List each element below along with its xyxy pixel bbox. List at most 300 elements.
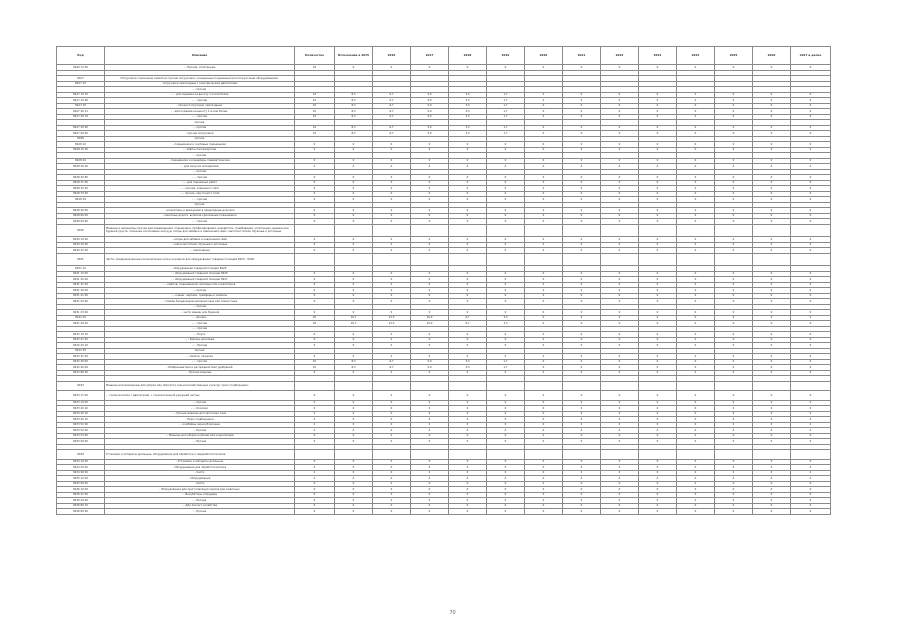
rate-cell: 0 [295, 197, 335, 203]
rate-cell: 5,0 [411, 98, 449, 104]
rate-cell: 1,7 [487, 131, 525, 137]
code-cell: 8427 20 90 [57, 125, 105, 131]
rate-cell: 0 [487, 406, 525, 412]
rate-cell: 0 [639, 248, 677, 254]
rate-cell: 0 [411, 492, 449, 498]
rate-cell: 0 [411, 332, 449, 338]
rate-cell: 0 [449, 337, 487, 343]
description-cell: - - - прочие [105, 98, 295, 104]
rate-cell: 0 [411, 428, 449, 434]
rate-cell: 0 [753, 299, 791, 305]
rate-cell: 0 [411, 65, 449, 71]
rate-cell: 0 [715, 459, 753, 465]
column-header: 2027 и далее [791, 47, 831, 65]
rate-cell: 1,7 [487, 359, 525, 365]
rate-cell: 0 [677, 391, 715, 401]
rate-cell [411, 224, 449, 237]
rate-cell: 0 [487, 354, 525, 360]
rate-cell: 0 [715, 321, 753, 327]
rate-cell [791, 253, 831, 266]
rate-cell: 0 [411, 147, 449, 153]
rate-cell: 0 [525, 406, 563, 412]
rate-cell [753, 381, 791, 391]
rate-cell: 1,7 [487, 114, 525, 120]
rate-cell: 0 [335, 180, 373, 186]
rate-cell: 0 [753, 65, 791, 71]
code-cell: 8428 [57, 136, 105, 142]
rate-cell [791, 381, 831, 391]
rate-cell: 0 [753, 481, 791, 487]
rate-cell: 0 [335, 288, 373, 294]
rate-cell: 0 [373, 503, 411, 509]
code-cell: 8433 53 00 [57, 433, 105, 439]
rate-cell: 0 [753, 359, 791, 365]
rate-cell: 0 [487, 213, 525, 219]
rate-cell: 0 [753, 343, 791, 349]
rate-cell: 0 [753, 487, 791, 493]
rate-cell: 0 [487, 417, 525, 423]
rate-cell: 0 [677, 147, 715, 153]
rate-cell: 0 [601, 509, 639, 515]
rate-cell: 0 [791, 406, 831, 412]
rate-cell: 0 [373, 164, 411, 170]
rate-cell: 0 [295, 219, 335, 225]
table-row [57, 224, 831, 237]
rate-cell: 0 [601, 492, 639, 498]
rate-cell: 0 [601, 439, 639, 445]
rate-cell: 0 [373, 186, 411, 192]
rate-cell: 0 [373, 282, 411, 288]
rate-cell: 0 [677, 465, 715, 471]
rate-cell: 6,7 [373, 359, 411, 365]
rate-cell: 0 [487, 271, 525, 277]
rate-cell: 0 [411, 498, 449, 504]
rate-cell: 0 [373, 213, 411, 219]
rate-cell: 0 [373, 271, 411, 277]
rate-cell: 0 [677, 213, 715, 219]
rate-cell: 8,3 [335, 109, 373, 115]
rate-cell: 0 [601, 459, 639, 465]
rate-cell: 0 [753, 180, 791, 186]
rate-cell: 0 [639, 498, 677, 504]
rate-cell: 0 [677, 219, 715, 225]
code-cell: 8436 80 10 [57, 503, 105, 509]
rate-cell: 0 [525, 417, 563, 423]
rate-cell: 0 [373, 191, 411, 197]
rate-cell: 0 [335, 428, 373, 434]
rate-cell: 0 [411, 288, 449, 294]
rate-cell: 0 [715, 332, 753, 338]
rate-cell: 0 [639, 293, 677, 299]
rate-cell: 0 [563, 277, 601, 283]
rate-cell: 0 [601, 370, 639, 376]
code-cell: 8428 20 20 [57, 164, 105, 170]
rate-cell: 0 [335, 509, 373, 515]
rate-cell: 0 [335, 191, 373, 197]
description-cell: - - Прочие [105, 428, 295, 434]
rate-cell: 0 [487, 481, 525, 487]
rate-cell: 0 [639, 337, 677, 343]
code-cell: 8433 51 00 [57, 422, 105, 428]
code-cell: 8431 43 00 [57, 310, 105, 316]
rate-cell: 0 [753, 147, 791, 153]
rate-cell: 0 [753, 191, 791, 197]
rate-cell: 0 [449, 465, 487, 471]
description-cell: - - прочие [105, 288, 295, 294]
rate-cell [525, 224, 563, 237]
rate-cell: 0 [411, 186, 449, 192]
rate-cell: 0 [639, 164, 677, 170]
rate-cell: 0 [601, 310, 639, 316]
column-header: 2022 [601, 47, 639, 65]
rate-cell: 8,3 [335, 365, 373, 371]
rate-cell: 0 [791, 503, 831, 509]
code-cell: 8428 90 90 [57, 219, 105, 225]
rate-cell: 0 [563, 433, 601, 439]
rate-cell: 0 [753, 391, 791, 401]
rate-cell: 0 [563, 411, 601, 417]
rate-cell: 0 [715, 498, 753, 504]
rate-cell: 0 [639, 114, 677, 120]
rate-cell: 0 [525, 509, 563, 515]
column-header: 2026 [753, 47, 791, 65]
rate-cell: 0 [563, 354, 601, 360]
description-cell: - - - прочие, ковшового типа [105, 186, 295, 192]
code-cell: 8432 30 [57, 348, 105, 354]
rate-cell: 0 [335, 337, 373, 343]
rate-cell: 0 [295, 354, 335, 360]
rate-cell: 0 [335, 422, 373, 428]
rate-cell: 0 [601, 131, 639, 137]
code-cell: 8427 10 10 [57, 92, 105, 98]
rate-cell: 0 [715, 213, 753, 219]
rate-cell: 0 [411, 343, 449, 349]
rate-cell: 0 [563, 343, 601, 349]
rate-cell: 0 [335, 164, 373, 170]
rate-cell: 0 [563, 158, 601, 164]
rate-cell: 0 [373, 337, 411, 343]
rate-cell: 0 [563, 465, 601, 471]
rate-cell: 0 [563, 271, 601, 277]
rate-cell: 0 [753, 365, 791, 371]
description-cell: - - для подъема на высоту 1 м или более: [105, 109, 295, 115]
rate-cell: 0 [487, 428, 525, 434]
rate-cell: 0 [563, 481, 601, 487]
rate-cell: 0 [563, 391, 601, 401]
rate-cell: 0 [791, 359, 831, 365]
rate-cell: 0 [449, 459, 487, 465]
rate-cell: 0 [639, 186, 677, 192]
rate-cell: 0 [677, 310, 715, 316]
rate-cell: 0 [487, 465, 525, 471]
rate-cell: 0 [753, 131, 791, 137]
rate-cell: 0 [373, 299, 411, 305]
rate-cell: 0 [449, 343, 487, 349]
rate-cell: 0 [525, 114, 563, 120]
rate-cell [487, 450, 525, 460]
rate-cell: 0 [487, 370, 525, 376]
rate-cell: 0 [373, 487, 411, 493]
rate-cell: 0 [487, 299, 525, 305]
code-cell: 8427 10 [57, 81, 105, 87]
rate-cell: 0 [525, 242, 563, 248]
rate-cell: 0 [411, 476, 449, 482]
rate-cell: 5,0 [411, 365, 449, 371]
rate-cell: 0 [639, 332, 677, 338]
rate-cell: 3,3 [449, 125, 487, 131]
column-header: 2020 [525, 47, 563, 65]
description-cell: - - Машины для уборки клубней или корнеплодов [105, 433, 295, 439]
rate-cell: 0 [373, 470, 411, 476]
rate-cell: 0 [715, 439, 753, 445]
rate-cell: 0 [449, 208, 487, 214]
rate-cell: 10 [295, 131, 335, 137]
rate-cell: 0 [411, 248, 449, 254]
description-cell: - Части [105, 470, 295, 476]
rate-cell: 0 [639, 208, 677, 214]
rate-cell: 0 [487, 219, 525, 225]
rate-cell: 0 [715, 92, 753, 98]
rate-cell: 0 [295, 476, 335, 482]
rate-cell: 0 [373, 65, 411, 71]
rate-cell: 0 [677, 277, 715, 283]
rate-cell: 0 [715, 417, 753, 423]
rate-cell: 0 [373, 400, 411, 406]
description-cell: Машины или механизмы для уборки или обмолота сельскохозяйственных культур; пресс-подборщики: [105, 381, 295, 391]
rate-cell: 0 [487, 492, 525, 498]
rate-cell: 10 [295, 92, 335, 98]
rate-cell: 0 [525, 498, 563, 504]
rate-cell: 0 [601, 315, 639, 321]
rate-cell: 0 [601, 354, 639, 360]
rate-cell: 0 [449, 332, 487, 338]
rate-cell: 0 [677, 503, 715, 509]
rate-cell: 3,3 [449, 92, 487, 98]
description-cell: - - лифты пассажирские [105, 147, 295, 153]
rate-cell: 0 [639, 98, 677, 104]
rate-cell: 0 [677, 299, 715, 305]
description-cell: - - - прочие [105, 326, 295, 332]
rate-cell: 0 [335, 498, 373, 504]
rate-cell: 0 [677, 197, 715, 203]
rate-cell: 0 [335, 248, 373, 254]
rate-cell: 0 [753, 315, 791, 321]
rate-cell: 0 [677, 109, 715, 115]
rate-cell [753, 224, 791, 237]
rate-cell: 0 [791, 158, 831, 164]
rate-cell: 0 [411, 271, 449, 277]
rate-cell [411, 381, 449, 391]
code-cell: 8434 90 00 [57, 470, 105, 476]
rate-cell: 0 [373, 433, 411, 439]
rate-cell: 0 [373, 332, 411, 338]
rate-cell: 0 [601, 197, 639, 203]
code-cell: 8427 10 90 [57, 98, 105, 104]
rate-cell: 0 [373, 293, 411, 299]
rate-cell: 0 [791, 400, 831, 406]
rate-cell: 0 [677, 92, 715, 98]
rate-cell: 0 [639, 271, 677, 277]
rate-cell: 0 [487, 337, 525, 343]
rate-cell: 0 [753, 208, 791, 214]
code-cell: 8432 31 00 [57, 354, 105, 360]
description-cell: - - прочие [105, 400, 295, 406]
rate-cell: 0 [373, 277, 411, 283]
description-cell: - Части [105, 481, 295, 487]
rate-cell: 0 [295, 332, 335, 338]
rate-cell: 0 [715, 180, 753, 186]
rate-cell: 0 [715, 365, 753, 371]
rate-cell: 0 [563, 92, 601, 98]
description-cell: - - - Прочие [105, 343, 295, 349]
code-cell: 8428 20 80 [57, 175, 105, 181]
rate-cell: 0 [295, 459, 335, 465]
rate-cell: 0 [639, 288, 677, 294]
rate-cell: 0 [791, 422, 831, 428]
rate-cell: 0 [335, 481, 373, 487]
rate-cell: 8,3 [335, 125, 373, 131]
rate-cell: 0 [525, 109, 563, 115]
rate-cell: 0 [525, 293, 563, 299]
rate-cell: 0 [525, 476, 563, 482]
rate-cell: 0 [411, 400, 449, 406]
code-cell: 8431 [57, 253, 105, 266]
rate-cell: 0 [791, 459, 831, 465]
rate-cell: 0 [487, 503, 525, 509]
rate-cell: 0 [525, 321, 563, 327]
rate-cell: 0 [677, 406, 715, 412]
rate-cell: 0 [791, 481, 831, 487]
rate-cell: 3,3 [449, 109, 487, 115]
rate-cell [295, 381, 335, 391]
rate-cell: 0 [791, 476, 831, 482]
rate-cell: 8,3 [335, 103, 373, 109]
rate-cell: 0 [411, 277, 449, 283]
rate-cell: 0 [639, 147, 677, 153]
rate-cell: 0 [753, 282, 791, 288]
rate-cell: 0 [295, 208, 335, 214]
rate-cell: 0 [449, 242, 487, 248]
rate-cell: 0 [411, 191, 449, 197]
rate-cell: 6,7 [449, 315, 487, 321]
rate-cell: 0 [753, 310, 791, 316]
rate-cell: 0 [525, 310, 563, 316]
code-cell: 8431 20 00 [57, 277, 105, 283]
rate-cell: 0 [525, 158, 563, 164]
rate-cell: 0 [335, 219, 373, 225]
rate-cell: 0 [753, 400, 791, 406]
rate-cell: 0 [525, 186, 563, 192]
rate-cell: 0 [335, 439, 373, 445]
table-row [57, 391, 831, 401]
description-cell: - - оборудования товарной позиции 8425 [105, 271, 295, 277]
description-cell: - - Прочие, сплетенные [105, 65, 295, 71]
rate-cell: 0 [525, 411, 563, 417]
rate-cell: 0 [677, 492, 715, 498]
description-cell: - - Прочее [105, 498, 295, 504]
rate-cell: 0 [601, 186, 639, 192]
description-cell: - оборудования товарной позиции 8425: [105, 266, 295, 272]
code-cell: 8431 49 [57, 315, 105, 321]
code-cell: 8432 39 00 [57, 359, 105, 365]
rate-cell: 0 [525, 219, 563, 225]
rate-cell: 0 [487, 476, 525, 482]
rate-cell: 0 [449, 433, 487, 439]
description-cell: - Оборудование для приготовления кормов для животных [105, 487, 295, 493]
rate-cell: 0 [295, 180, 335, 186]
rate-cell [563, 224, 601, 237]
rate-cell: 0 [753, 114, 791, 120]
code-cell: 8428 31 00 [57, 180, 105, 186]
rate-cell: 0 [449, 197, 487, 203]
rate-cell: 0 [411, 391, 449, 401]
rate-cell: 0 [411, 465, 449, 471]
rate-cell: 0 [791, 213, 831, 219]
rate-cell: 0 [487, 422, 525, 428]
rate-cell: 0 [639, 433, 677, 439]
rate-cell: 0 [449, 293, 487, 299]
description-cell: - прочие погрузчики [105, 131, 295, 137]
rate-cell: 0 [715, 411, 753, 417]
rate-cell: 0 [677, 98, 715, 104]
rate-cell: 6,7 [373, 92, 411, 98]
rate-cell: 5,0 [411, 103, 449, 109]
rate-cell: 0 [791, 98, 831, 104]
rate-cell: 0 [715, 164, 753, 170]
rate-cell: 0 [677, 125, 715, 131]
rate-cell: 0 [525, 299, 563, 305]
rate-cell: 0 [525, 370, 563, 376]
rate-cell: 0 [753, 197, 791, 203]
rate-cell: 3,3 [449, 103, 487, 109]
rate-cell: 0 [487, 439, 525, 445]
rate-cell: 0 [601, 487, 639, 493]
rate-cell: 0 [715, 487, 753, 493]
rate-cell: 0 [411, 370, 449, 376]
description-cell: - - Прочие машины для заготовки сена [105, 411, 295, 417]
document-page [56, 46, 828, 515]
rate-cell: 0 [373, 147, 411, 153]
rate-cell: 0 [449, 248, 487, 254]
rate-cell: 0 [639, 299, 677, 305]
rate-cell: 0 [487, 293, 525, 299]
rate-cell: 0 [449, 476, 487, 482]
rate-cell: 0 [449, 492, 487, 498]
column-header: Количество [295, 47, 335, 65]
rate-cell: 0 [525, 92, 563, 98]
rate-cell: 0 [525, 439, 563, 445]
rate-cell: 0 [791, 282, 831, 288]
rate-cell: 0 [791, 191, 831, 197]
rate-cell: 0 [411, 219, 449, 225]
rate-cell: 0 [601, 164, 639, 170]
rate-cell: 0 [449, 158, 487, 164]
rate-cell: 0 [791, 433, 831, 439]
description-cell: - - Плуги [105, 332, 295, 338]
rate-cell: 0 [753, 470, 791, 476]
column-header: Код [57, 47, 105, 65]
rate-cell: 0 [791, 439, 831, 445]
rate-cell: 0 [563, 237, 601, 243]
rate-cell: 0 [411, 422, 449, 428]
rate-cell: 0 [677, 433, 715, 439]
description-cell: - - самоходные [105, 248, 295, 254]
rate-cell: 0 [753, 271, 791, 277]
rate-cell: 0 [677, 248, 715, 254]
description-cell: - - прочие [105, 169, 295, 175]
code-cell: 8432 29 10 [57, 343, 105, 349]
rate-cell: 0 [411, 411, 449, 417]
